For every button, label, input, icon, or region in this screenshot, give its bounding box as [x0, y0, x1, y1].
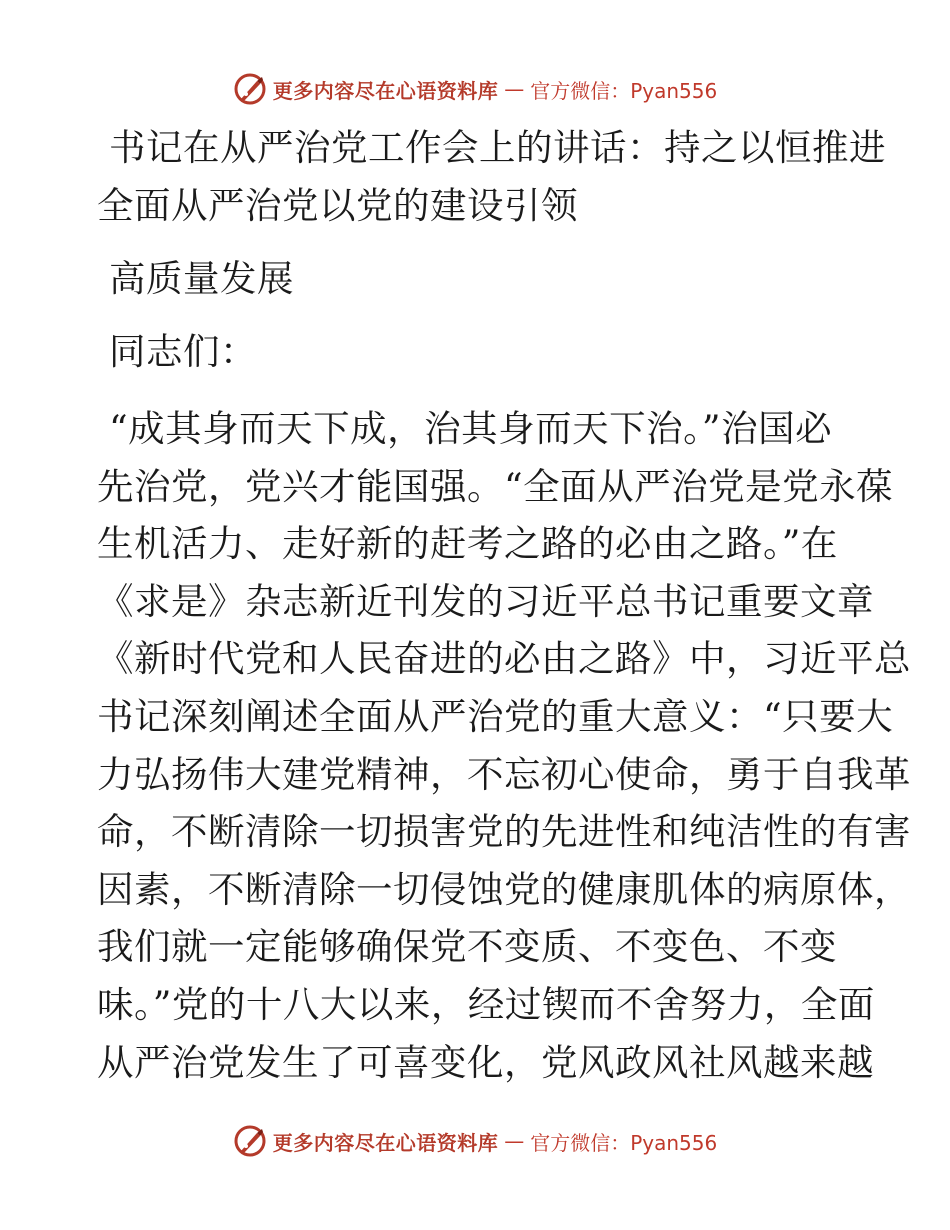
quill-pen-circle-icon — [233, 72, 267, 106]
title-line-2: 全面从严治党以党的建设引领 — [97, 184, 578, 227]
paragraph-line: 先治党，党兴才能国强。“全面从严治党是党永葆 — [97, 464, 894, 508]
banner-wechat-text: 官方微信：Pyan556 — [530, 1130, 718, 1155]
banner-dash: — — [504, 1129, 525, 1153]
title-line-1: 书记在从严治党工作会上的讲话：持之以恒推进 — [109, 126, 886, 169]
salutation: 同志们： — [109, 330, 257, 373]
paragraph-line: 我们就一定能够确保党不变质、不变色、不变 — [97, 925, 837, 969]
banner-main-text: 更多内容尽在心语资料库 — [272, 1130, 499, 1155]
paragraph-line: 因素，不断清除一切侵蚀党的健康肌体的病原体， — [97, 867, 911, 911]
paragraph-line: 生机活力、走好新的赶考之路的必由之路。”在 — [97, 522, 838, 566]
banner-main-text: 更多内容尽在心语资料库 — [272, 78, 499, 103]
paragraph-line: 力弘扬伟大建党精神，不忘初心使命，勇于自我革 — [97, 752, 911, 796]
paragraph-1 — [97, 400, 911, 1091]
paragraph-line: 命，不断清除一切损害党的先进性和纯洁性的有害 — [97, 810, 911, 854]
paragraph-line: 味。”党的十八大以来，经过锲而不舍努力，全面 — [97, 982, 875, 1026]
banner-wechat-text: 官方微信：Pyan556 — [530, 78, 718, 103]
document-body — [97, 122, 911, 1091]
footer-watermark-banner — [0, 1124, 950, 1158]
paragraph-line: 从严治党发生了可喜变化，党风政风社风越来越 — [97, 1040, 874, 1084]
header-watermark-banner — [0, 72, 950, 106]
paragraph-line: 《求是》杂志新近刊发的习近平总书记重要文章 — [97, 579, 874, 623]
banner-dash: — — [504, 77, 525, 101]
quill-pen-circle-icon — [233, 1124, 267, 1158]
paragraph-line: 书记深刻阐述全面从严治党的重大意义：“只要大 — [97, 694, 894, 738]
title-line-3: 高质量发展 — [109, 257, 294, 300]
paragraph-line: “成其身而天下成，治其身而天下治。”治国必 — [109, 407, 833, 450]
paragraph-line: 《新时代党和人民奋进的必由之路》中，习近平总 — [97, 637, 911, 681]
